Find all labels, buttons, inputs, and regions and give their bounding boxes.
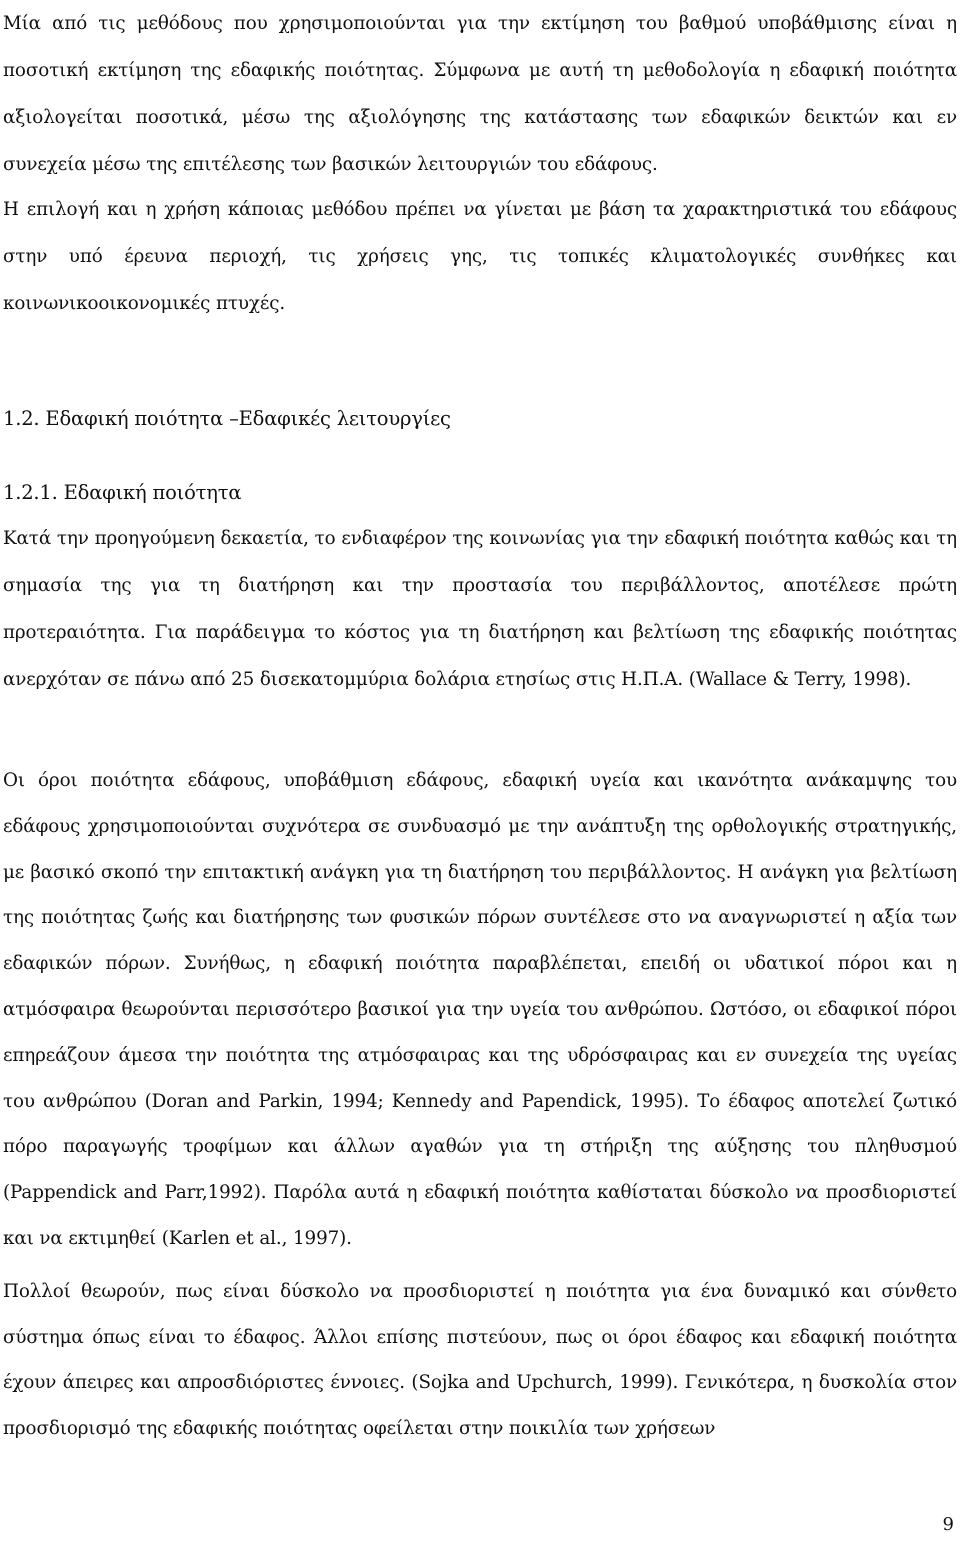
page-number: 9 [942, 1514, 954, 1535]
paragraph-method-selection: Η επιλογή και η χρήση κάποιας μεθόδου πρέπει να γίνεται με βάση τα χαρακτηριστικά του εδάφους στην υπό έρευνα περιοχή, τις χρήσεις γης, τις τοπικές κλιματολογικές συνθήκες και κοινωνικοοικονομικές πτυχές. [3, 199, 957, 314]
paragraph-soil-quality-interest: Κατά την προηγούμενη δεκαετία, το ενδιαφέρον της κοινωνίας για την εδαφική ποιότητα καθώς και τη σημασία της για τη διατήρηση και την προστασία του περιβάλλοντος, αποτέλεσε πρώτη προτεραιότητα. Για παράδειγμα το κόστος για τη διατήρηση και βελτίωση της εδαφικής ποιότητας ανερχόταν σε πάνω από 25 δισεκατομμύρια δολάρια ετησίως στις Η.Π.Α. (Wallace & Terry, 1998). [3, 528, 957, 690]
paragraph-intro-methods: Μία από τις μεθόδους που χρησιμοποιούνται για την εκτίμηση του βαθμού υποβάθμισης είναι η ποσοτική εκτίμηση της εδαφικής ποιότητας. Σύμφωνα με αυτή τη μεθοδολογία η εδαφική ποιότητα αξιολογείται ποσοτικά, μέσω της αξιολόγησης της κατάστασης των εδαφικών δεικτών και εν συνεχεία μέσω της επιτέλεσης των βασικών λειτουργιών του εδάφους. [3, 13, 957, 175]
subsection-heading-1-2-1: 1.2.1. Εδαφική ποιότητα [3, 481, 242, 504]
section-heading-1-2: 1.2. Εδαφική ποιότητα –Εδαφικές λειτουργίες [3, 407, 451, 430]
paragraph-soil-quality-terms: Οι όροι ποιότητα εδάφους, υποβάθμιση εδάφους, εδαφική υγεία και ικανότητα ανάκαμψης του εδάφους χρησιμοποιούνται συχνότερα σε συνδυασμό με την ανάπτυξη της ορθολογικής στρατηγικής, με βασικό σκοπό την επιτακτική ανάγκη για τη διατήρηση του περιβάλλοντος. Η ανάγκη για βελτίωση της ποιότητας ζωής και διατήρησης των φυσικών πόρων συντέλεσε στο να αναγνωριστεί η αξία των εδαφικών πόρων. Συνήθως, η εδαφική ποιότητα παραβλέπεται, επειδή οι υδατικοί πόροι και η ατμόσφαιρα θεωρούνται περισσότερο βασικοί για την υγεία του ανθρώπου. Ωστόσο, οι εδαφικοί πόροι επηρεάζουν άμεσα την ποιότητα της ατμόσφαιρας και της υδρόσφαιρας και εν συνεχεία της υγείας του ανθρώπου (Doran and Parkin, 1994; Kennedy and Papendick, 1995). Το έδαφος αποτελεί ζωτικό πόρο παραγωγής τροφίμων και άλλων αγαθών για τη στήριξη της αύξησης του πληθυσμού (Pappendick and Parr,1992). Παρόλα αυτά η εδαφική ποιότητα καθίσταται δύσκολο να προσδιοριστεί και να εκτιμηθεί (Karlen et al., 1997). [3, 770, 957, 1249]
paragraph-definition-difficulty: Πολλοί θεωρούν, πως είναι δύσκολο να προσδιοριστεί η ποιότητα για ένα δυναμικό και σύνθετο σύστημα όπως είναι το έδαφος. Άλλοι επίσης πιστεύουν, πως οι όροι έδαφος και εδαφική ποιότητα έχουν άπειρες και απροσδιόριστες έννοιες. (Sojka and Upchurch, 1999). Γενικότερα, η δυσκολία στον προσδιορισμό της εδαφικής ποιότητας οφείλεται στην ποικιλία των χρήσεων [3, 1281, 957, 1439]
